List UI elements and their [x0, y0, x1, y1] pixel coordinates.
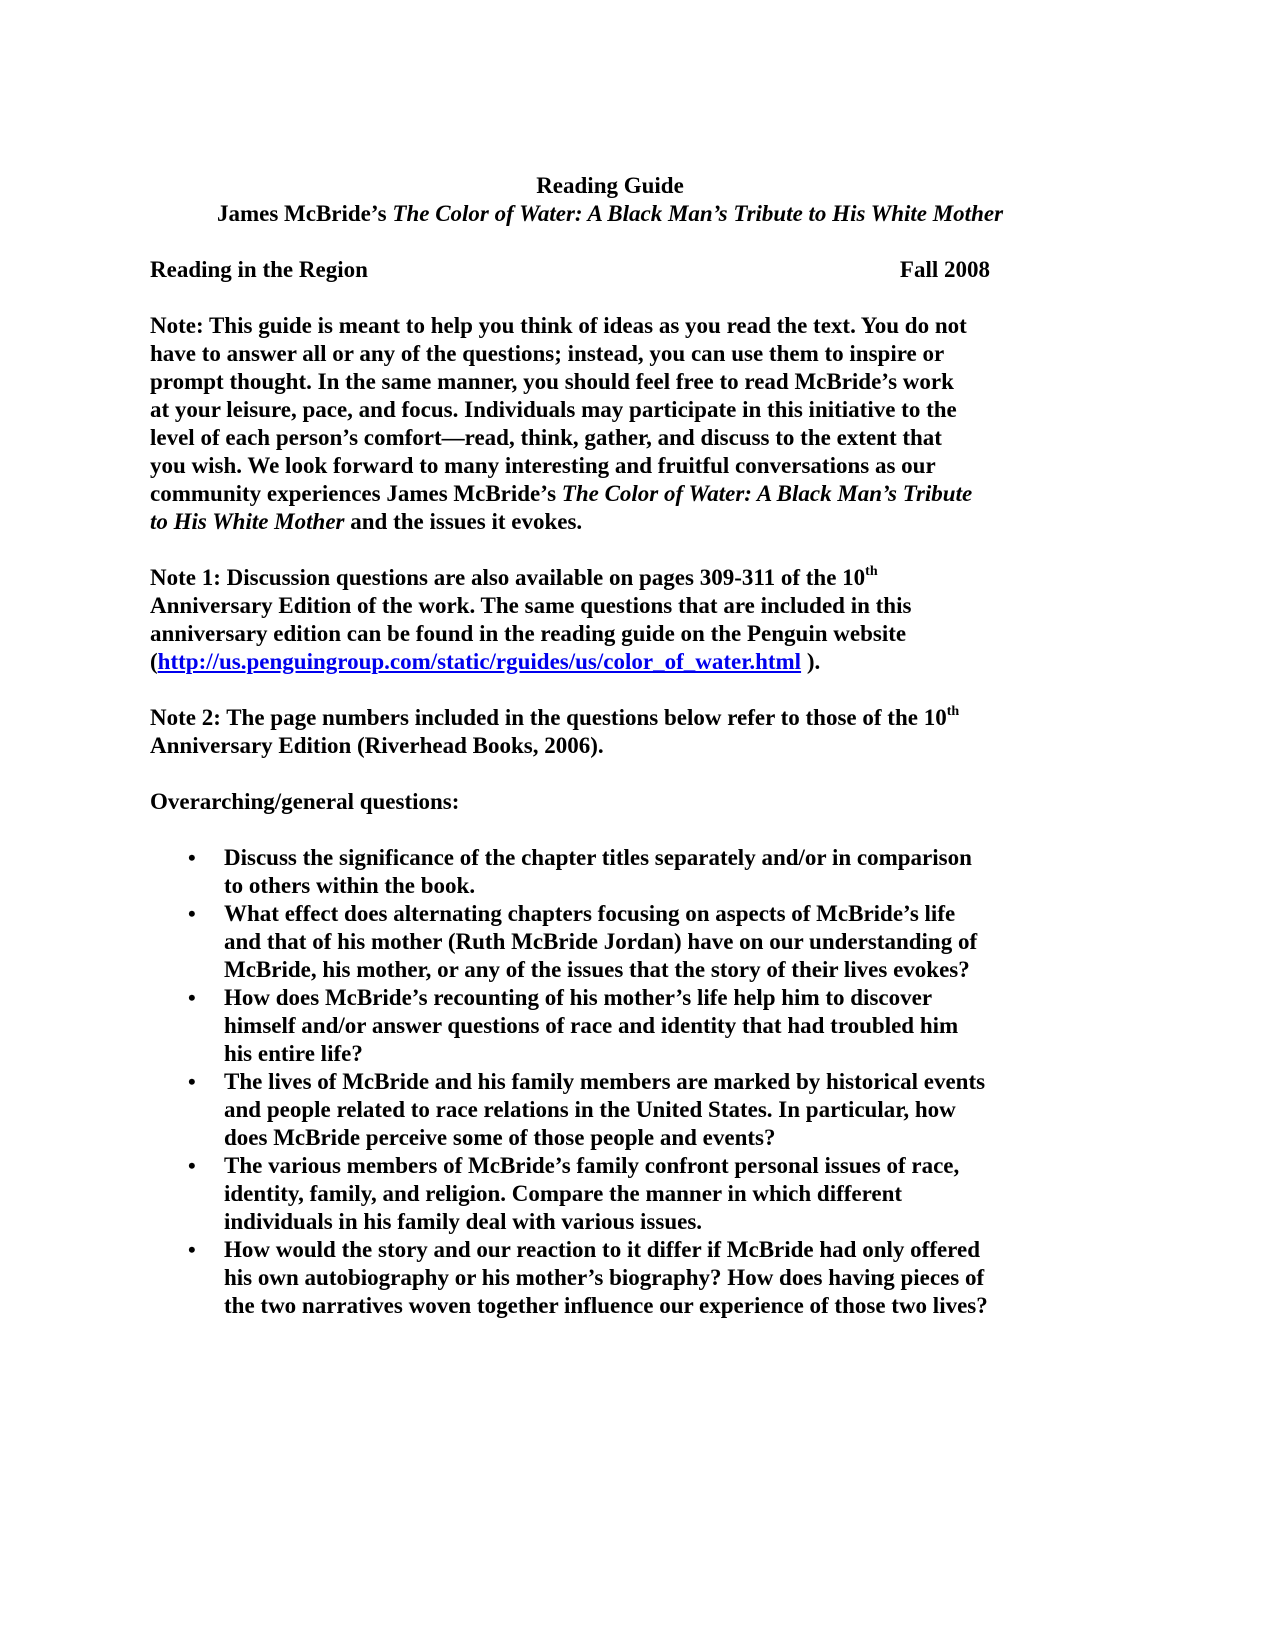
note1-line: anniversary edition can be found in the reading guide on the Penguin website — [150, 621, 907, 646]
list-item — [150, 1068, 1070, 1152]
note-line: at your leisure, pace, and focus. Individuals may participate in this initiative to the — [150, 397, 957, 422]
note1-paragraph — [150, 564, 1070, 676]
note-line — [150, 480, 1070, 508]
bullet-icon: • — [188, 1069, 196, 1094]
question-line: How does McBride’s recounting of his mother’s life help him to discover — [224, 985, 933, 1010]
question-line: his entire life? — [224, 1041, 363, 1066]
question-line: and people related to race relations in the United States. In particular, how — [224, 1097, 956, 1122]
question-line: his own autobiography or his mother’s biography? How does having pieces of — [224, 1265, 985, 1290]
note-line8-suffix: and the issues it evokes. — [344, 509, 583, 534]
note-line8-italic: to His White Mother — [150, 509, 345, 534]
document-title: Reading Guide — [536, 173, 684, 198]
question-line: identity, family, and religion. Compare the manner in which different — [224, 1181, 903, 1206]
list-item — [150, 844, 1070, 900]
question-line: himself and/or answer questions of race and identity that had troubled him — [224, 1013, 959, 1038]
list-item — [150, 1236, 1070, 1320]
question-line: The various members of McBride’s family confront personal issues of race, — [224, 1153, 960, 1178]
bullet-icon: • — [188, 985, 196, 1010]
note2-superscript: th — [946, 704, 960, 719]
penguin-guide-link[interactable]: http://us.penguingroup.com/static/rguides/us/color_of_water.html — [157, 649, 802, 674]
list-item — [150, 900, 1070, 984]
question-line: What effect does alternating chapters focusing on aspects of McBride’s life — [224, 901, 956, 926]
document-header — [150, 172, 1070, 228]
question-line: individuals in his family deal with various issues. — [224, 1209, 703, 1234]
note1-line — [150, 648, 1070, 676]
subtitle-author: James McBride’s — [216, 201, 393, 226]
question-line: Discuss the significance of the chapter titles separately and/or in comparison — [224, 845, 972, 870]
program-name: Reading in the Region — [150, 257, 368, 282]
note-line: prompt thought. In the same manner, you should feel free to read McBride’s work — [150, 369, 954, 394]
note-line — [150, 508, 1070, 536]
subtitle-book-title: The Color of Water: A Black Man’s Tribute to His White Mother — [392, 201, 1004, 226]
bullet-icon: • — [188, 901, 196, 926]
section-heading: Overarching/general questions: — [150, 789, 460, 814]
program-row — [150, 256, 990, 284]
bullet-icon: • — [188, 845, 196, 870]
question-line: the two narratives woven together influence our experience of those two lives? — [224, 1293, 988, 1318]
note1-open-paren: ( — [150, 649, 158, 674]
note-line: level of each person’s comfort—read, think, gather, and discuss to the extent that — [150, 425, 942, 450]
note2-line — [150, 704, 1070, 732]
question-line: and that of his mother (Ruth McBride Jordan) have on our understanding of — [224, 929, 978, 954]
note1-superscript: th — [865, 564, 878, 579]
note1-line — [150, 564, 1070, 592]
document-page — [150, 172, 1070, 1320]
note2-paragraph — [150, 704, 1070, 760]
note2-line1: Note 2: The page numbers included in the questions below refer to those of the 10 — [150, 705, 947, 730]
note-line7-italic: The Color of Water: A Black Man’s Tribute — [561, 481, 973, 506]
program-term: Fall 2008 — [899, 257, 990, 282]
note-line: have to answer all or any of the questions; instead, you can use them to inspire or — [150, 341, 945, 366]
bullet-icon: • — [188, 1153, 196, 1178]
question-line: The lives of McBride and his family members are marked by historical events — [224, 1069, 986, 1094]
question-line: to others within the book. — [224, 873, 476, 898]
question-line: does McBride perceive some of those people and events? — [224, 1125, 776, 1150]
note-line7-prefix: community experiences James McBride’s — [150, 481, 562, 506]
note1-line: Anniversary Edition of the work. The same questions that are included in this — [150, 593, 912, 618]
question-line: How would the story and our reaction to it differ if McBride had only offered — [224, 1237, 980, 1262]
note-paragraph — [150, 312, 1070, 536]
list-item — [150, 1152, 1070, 1236]
bullet-icon: • — [188, 1237, 196, 1262]
question-list — [150, 844, 1070, 1320]
note1-line1: Note 1: Discussion questions are also available on pages 309-311 of the 10 — [150, 565, 866, 590]
note1-close-paren: ). — [801, 649, 821, 674]
note-line: you wish. We look forward to many interesting and fruitful conversations as our — [150, 453, 936, 478]
note2-line: Anniversary Edition (Riverhead Books, 2006). — [150, 733, 604, 758]
question-line: McBride, his mother, or any of the issues that the story of their lives evokes? — [224, 957, 970, 982]
note-line: Note: This guide is meant to help you think of ideas as you read the text. You do not — [150, 313, 967, 338]
document-subtitle — [150, 200, 1070, 228]
list-item — [150, 984, 1070, 1068]
